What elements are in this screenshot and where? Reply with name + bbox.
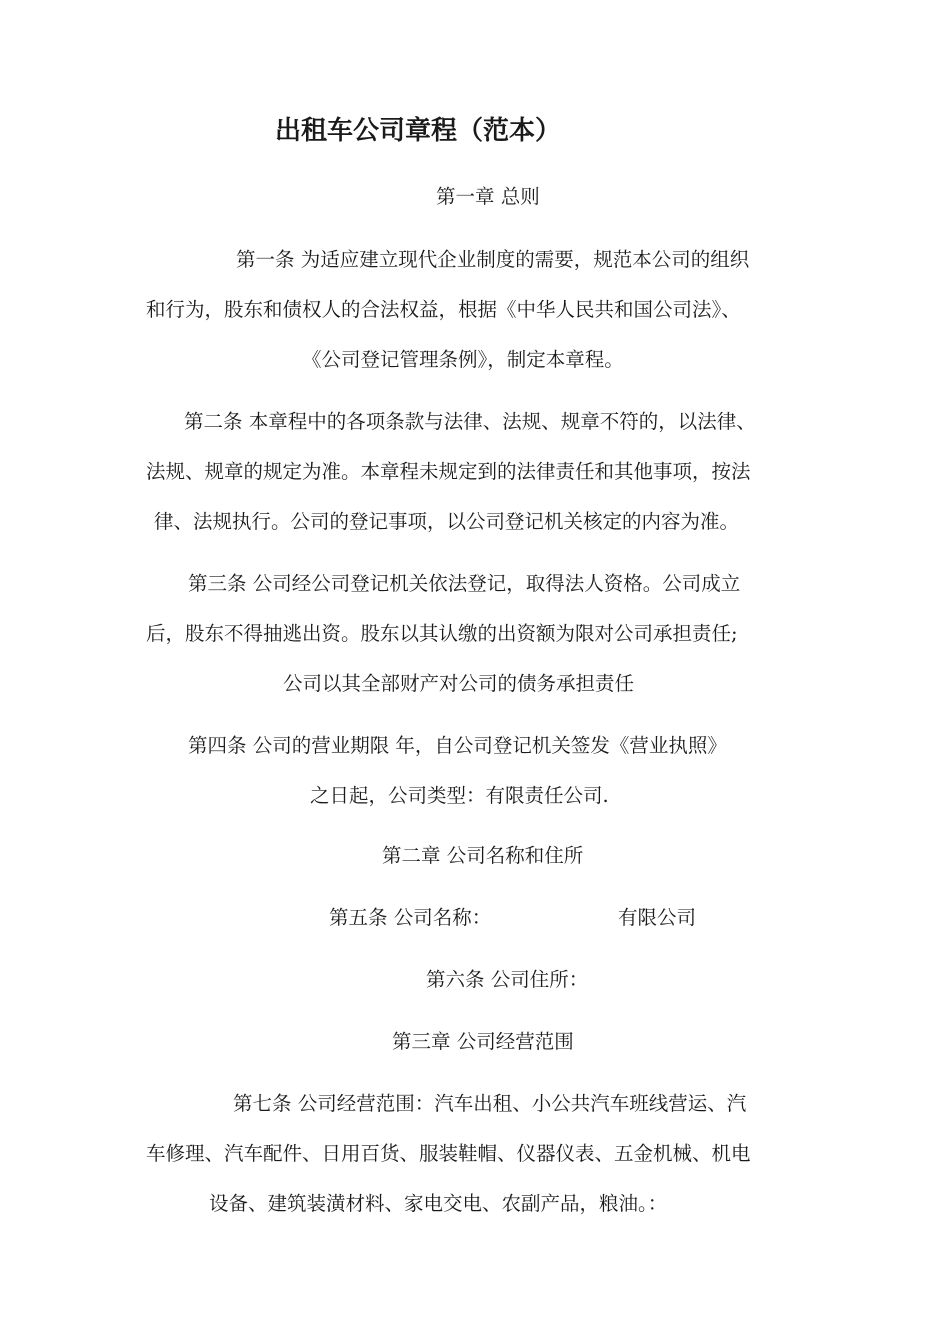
- article-5-value: 有限公司: [618, 906, 697, 929]
- chapter-heading-1: 第一章 总则: [436, 185, 540, 208]
- article-2-line-1: 第二条 本章程中的各项条款与法律、法规、规章不符的，以法律、: [184, 410, 756, 433]
- article-1-line-3: 《公司登记管理条例》，制定本章程。: [302, 348, 624, 371]
- article-3-line-3: 公司以其全部财产对公司的债务承担责任: [283, 672, 635, 695]
- document-title: 出租车公司章程（范本）: [275, 116, 562, 146]
- chapter-heading-3: 第三章 公司经营范围: [392, 1030, 574, 1053]
- article-1-line-2: 和行为，股东和债权人的合法权益，根据《中华人民共和国公司法》、: [146, 298, 741, 321]
- article-7-line-3: 设备、建筑装潢材料、家电交电、农副产品，粮油。：: [209, 1192, 668, 1215]
- article-3-line-1: 第三条 公司经公司登记机关依法登记，取得法人资格。公司成立: [188, 572, 741, 595]
- article-6: 第六条 公司住所：: [426, 968, 589, 991]
- article-2-line-3: 律、法规执行。公司的登记事项，以公司登记机关核定的内容为准。: [154, 510, 740, 533]
- article-4-line-2: 之日起，公司类型：有限责任公司.: [310, 784, 609, 807]
- article-4-line-1: 第四条 公司的营业期限 年，自公司登记机关签发《营业执照》: [188, 734, 727, 757]
- article-3-line-2: 后，股东不得抽逃出资。股东以其认缴的出资额为限对公司承担责任;: [146, 622, 738, 645]
- article-7-line-1: 第七条 公司经营范围：汽车出租、小公共汽车班线营运、汽: [233, 1092, 747, 1115]
- article-2-line-2: 法规、规章的规定为准。本章程未规定到的法律责任和其他事项，按法: [146, 460, 751, 483]
- article-5-label: 第五条 公司名称：: [329, 906, 492, 929]
- article-1-line-1: 第一条 为适应建立现代企业制度的需要，规范本公司的组织: [236, 248, 750, 271]
- chapter-heading-2: 第二章 公司名称和住所: [382, 844, 584, 867]
- article-7-line-2: 车修理、汽车配件、日用百货、服装鞋帽、仪器仪表、五金机械、机电: [146, 1142, 751, 1165]
